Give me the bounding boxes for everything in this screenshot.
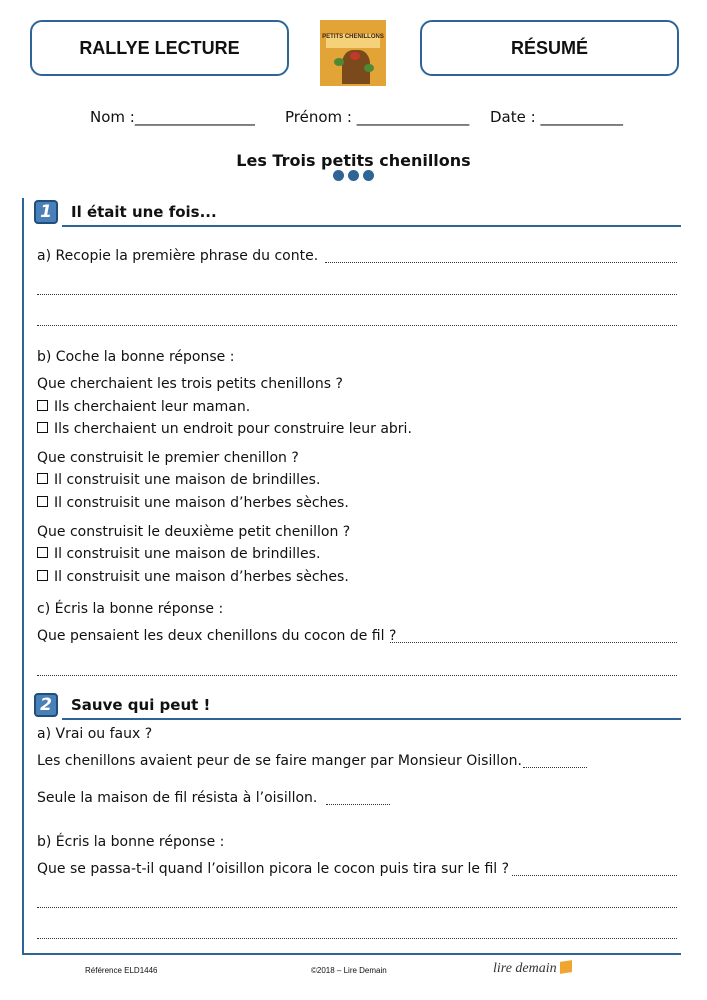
section-2-rule [62, 718, 681, 720]
s2-a-prompt: a) Vrai ou faux ? [37, 726, 153, 742]
checkbox[interactable] [37, 400, 48, 411]
answer-line[interactable] [37, 675, 677, 676]
answer-line[interactable] [37, 938, 677, 939]
answer-line[interactable] [37, 325, 677, 326]
prenom-field[interactable]: Prénom : _______________ [285, 108, 470, 126]
section-2-number: 2 [34, 693, 58, 717]
answer-line[interactable] [326, 804, 390, 805]
answer-line[interactable] [512, 875, 677, 876]
s2-statement-1: Les chenillons avaient peur de se faire manger par Monsieur Oisillon. [37, 753, 522, 769]
answer-line[interactable] [325, 262, 677, 263]
rallye-lecture-label: RALLYE LECTURE [79, 37, 240, 58]
s2-b-prompt: b) Écris la bonne réponse : [37, 834, 225, 850]
s1-q2: Que construisit le premier chenillon ? [37, 450, 299, 466]
lire-demain-logo: lire demain [493, 961, 572, 977]
bottom-rule [22, 953, 681, 955]
book-cover-image [320, 20, 386, 86]
checkbox[interactable] [37, 422, 48, 433]
footer-reference: Référence ELD1446 [85, 966, 158, 975]
s1-q2-option-2[interactable]: Il construisit une maison d’herbes sèches. [37, 495, 349, 511]
section-2-heading: Sauve qui peut ! [71, 696, 211, 714]
s1-q3-option-2[interactable]: Il construisit une maison d’herbes sèches. [37, 569, 349, 585]
answer-line[interactable] [37, 294, 677, 295]
s1-q2-option-1[interactable]: Il construisit une maison de brindilles. [37, 472, 320, 488]
checkbox[interactable] [37, 570, 48, 581]
section-1-number: 1 [34, 200, 58, 224]
checkbox[interactable] [37, 547, 48, 558]
nom-field[interactable]: Nom :________________ [90, 108, 255, 126]
resume-label: RÉSUMÉ [510, 37, 588, 58]
rallye-lecture-box [30, 20, 289, 76]
checkbox[interactable] [37, 496, 48, 507]
page-title: Les Trois petits chenillons [236, 151, 471, 170]
s2-statement-2: Seule la maison de fil résista à l’oisillon. [37, 790, 318, 806]
answer-line[interactable] [390, 642, 677, 643]
s1-b-prompt: b) Coche la bonne réponse : [37, 349, 235, 365]
answer-line[interactable] [523, 767, 587, 768]
s1-q1-option-1[interactable]: Ils cherchaient leur maman. [37, 399, 250, 415]
footer-copyright: ©2018 – Lire Demain [311, 966, 387, 975]
title-dots-decoration [333, 170, 374, 181]
answer-line[interactable] [37, 907, 677, 908]
s1-q1-option-2[interactable]: Ils cherchaient un endroit pour construire leur abri. [37, 421, 412, 437]
s2-b-question: Que se passa-t-il quand l’oisillon picora le cocon puis tira sur le fil ? [37, 861, 510, 877]
s1-q3-option-1[interactable]: Il construisit une maison de brindilles. [37, 546, 320, 562]
s1-c-question: Que pensaient les deux chenillons du cocon de fil ? [37, 628, 397, 644]
s1-a-prompt: a) Recopie la première phrase du conte. [37, 248, 319, 264]
section-1-heading: Il était une fois... [71, 203, 217, 221]
section-1-rule [62, 225, 681, 227]
s1-c-prompt: c) Écris la bonne réponse : [37, 601, 224, 617]
resume-box [420, 20, 679, 76]
checkbox[interactable] [37, 473, 48, 484]
s1-q3: Que construisit le deuxième petit chenillon ? [37, 524, 351, 540]
s1-q1: Que cherchaient les trois petits chenillons ? [37, 376, 343, 392]
date-field[interactable]: Date : ___________ [490, 108, 623, 126]
book-icon [560, 960, 572, 974]
book-cover-title: PETITS CHENILLONS [322, 34, 384, 40]
